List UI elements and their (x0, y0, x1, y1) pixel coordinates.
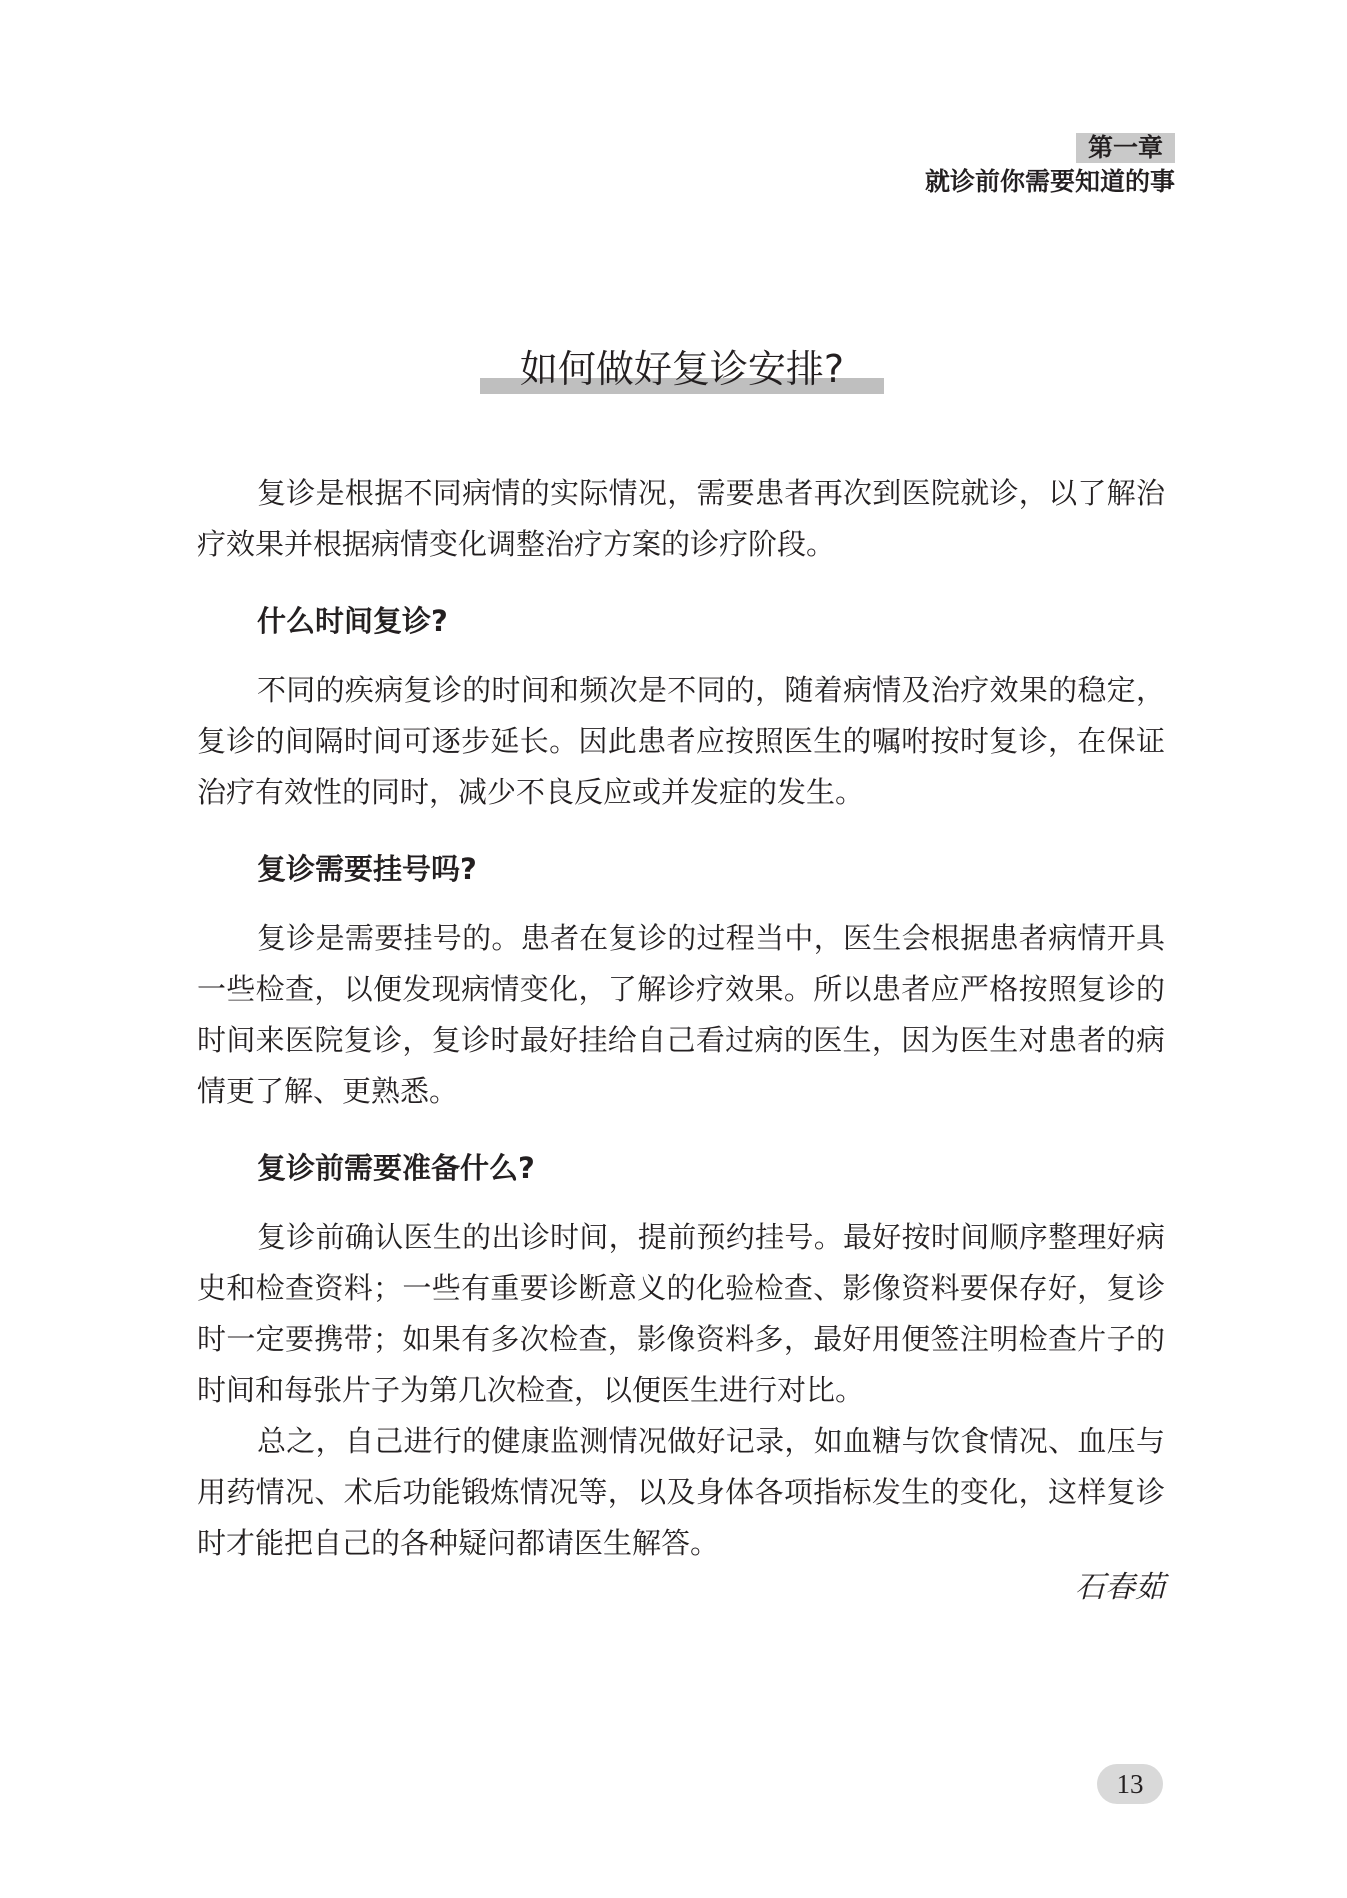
section-heading: 复诊前需要准备什么? (257, 1151, 535, 1185)
section-paragraph: 复诊是需要挂号的。患者在复诊的过程当中，医生会根据患者病情开具一些检查，以便发现病情变化，了解诊疗效果。所以患者应严格按照复诊的时间来医院复诊，复诊时最好挂给自己看过病的医生，因为医生对患者的病情更了解、更熟悉。 (197, 921, 1165, 1108)
chapter-label: 第一章 (1076, 133, 1175, 163)
body-text (197, 468, 1165, 1569)
section-paragraph: 复诊前确认医生的出诊时间，提前预约挂号。最好按时间顺序整理好病史和检查资料；一些有重要诊断意义的化验检查、影像资料要保存好，复诊时一定要携带；如果有多次检查，影像资料多，最好用便签注明检查片子的时间和每张片子为第几次检查，以便医生进行对比。 (197, 1220, 1165, 1407)
section-title-block (480, 345, 884, 395)
page-number: 13 (1097, 1764, 1163, 1804)
spacer (197, 570, 1165, 596)
section-heading: 什么时间复诊? (257, 604, 448, 638)
intro-paragraph: 复诊是根据不同病情的实际情况，需要患者再次到医院就诊，以了解治疗效果并根据病情变化调整治疗方案的诊疗阶段。 (197, 476, 1165, 561)
spacer (197, 895, 1165, 913)
author-signature: 石春茹 (1075, 1570, 1165, 1605)
spacer (197, 647, 1165, 665)
section-heading: 复诊需要挂号吗? (257, 852, 477, 886)
spacer (197, 1194, 1165, 1212)
chapter-title: 就诊前你需要知道的事 (924, 167, 1175, 196)
section-paragraph: 总之，自己进行的健康监测情况做好记录，如血糖与饮食情况、血压与用药情况、术后功能锻炼情况等，以及身体各项指标发生的变化，这样复诊时才能把自己的各种疑问都请医生解答。 (197, 1424, 1165, 1560)
spacer (197, 818, 1165, 844)
page-title: 如何做好复诊安排? (519, 347, 845, 391)
section-paragraph: 不同的疾病复诊的时间和频次是不同的，随着病情及治疗效果的稳定，复诊的间隔时间可逐步延长。因此患者应按照医生的嘱咐按时复诊，在保证治疗有效性的同时，减少不良反应或并发症的发生。 (197, 673, 1165, 809)
spacer (197, 1117, 1165, 1143)
